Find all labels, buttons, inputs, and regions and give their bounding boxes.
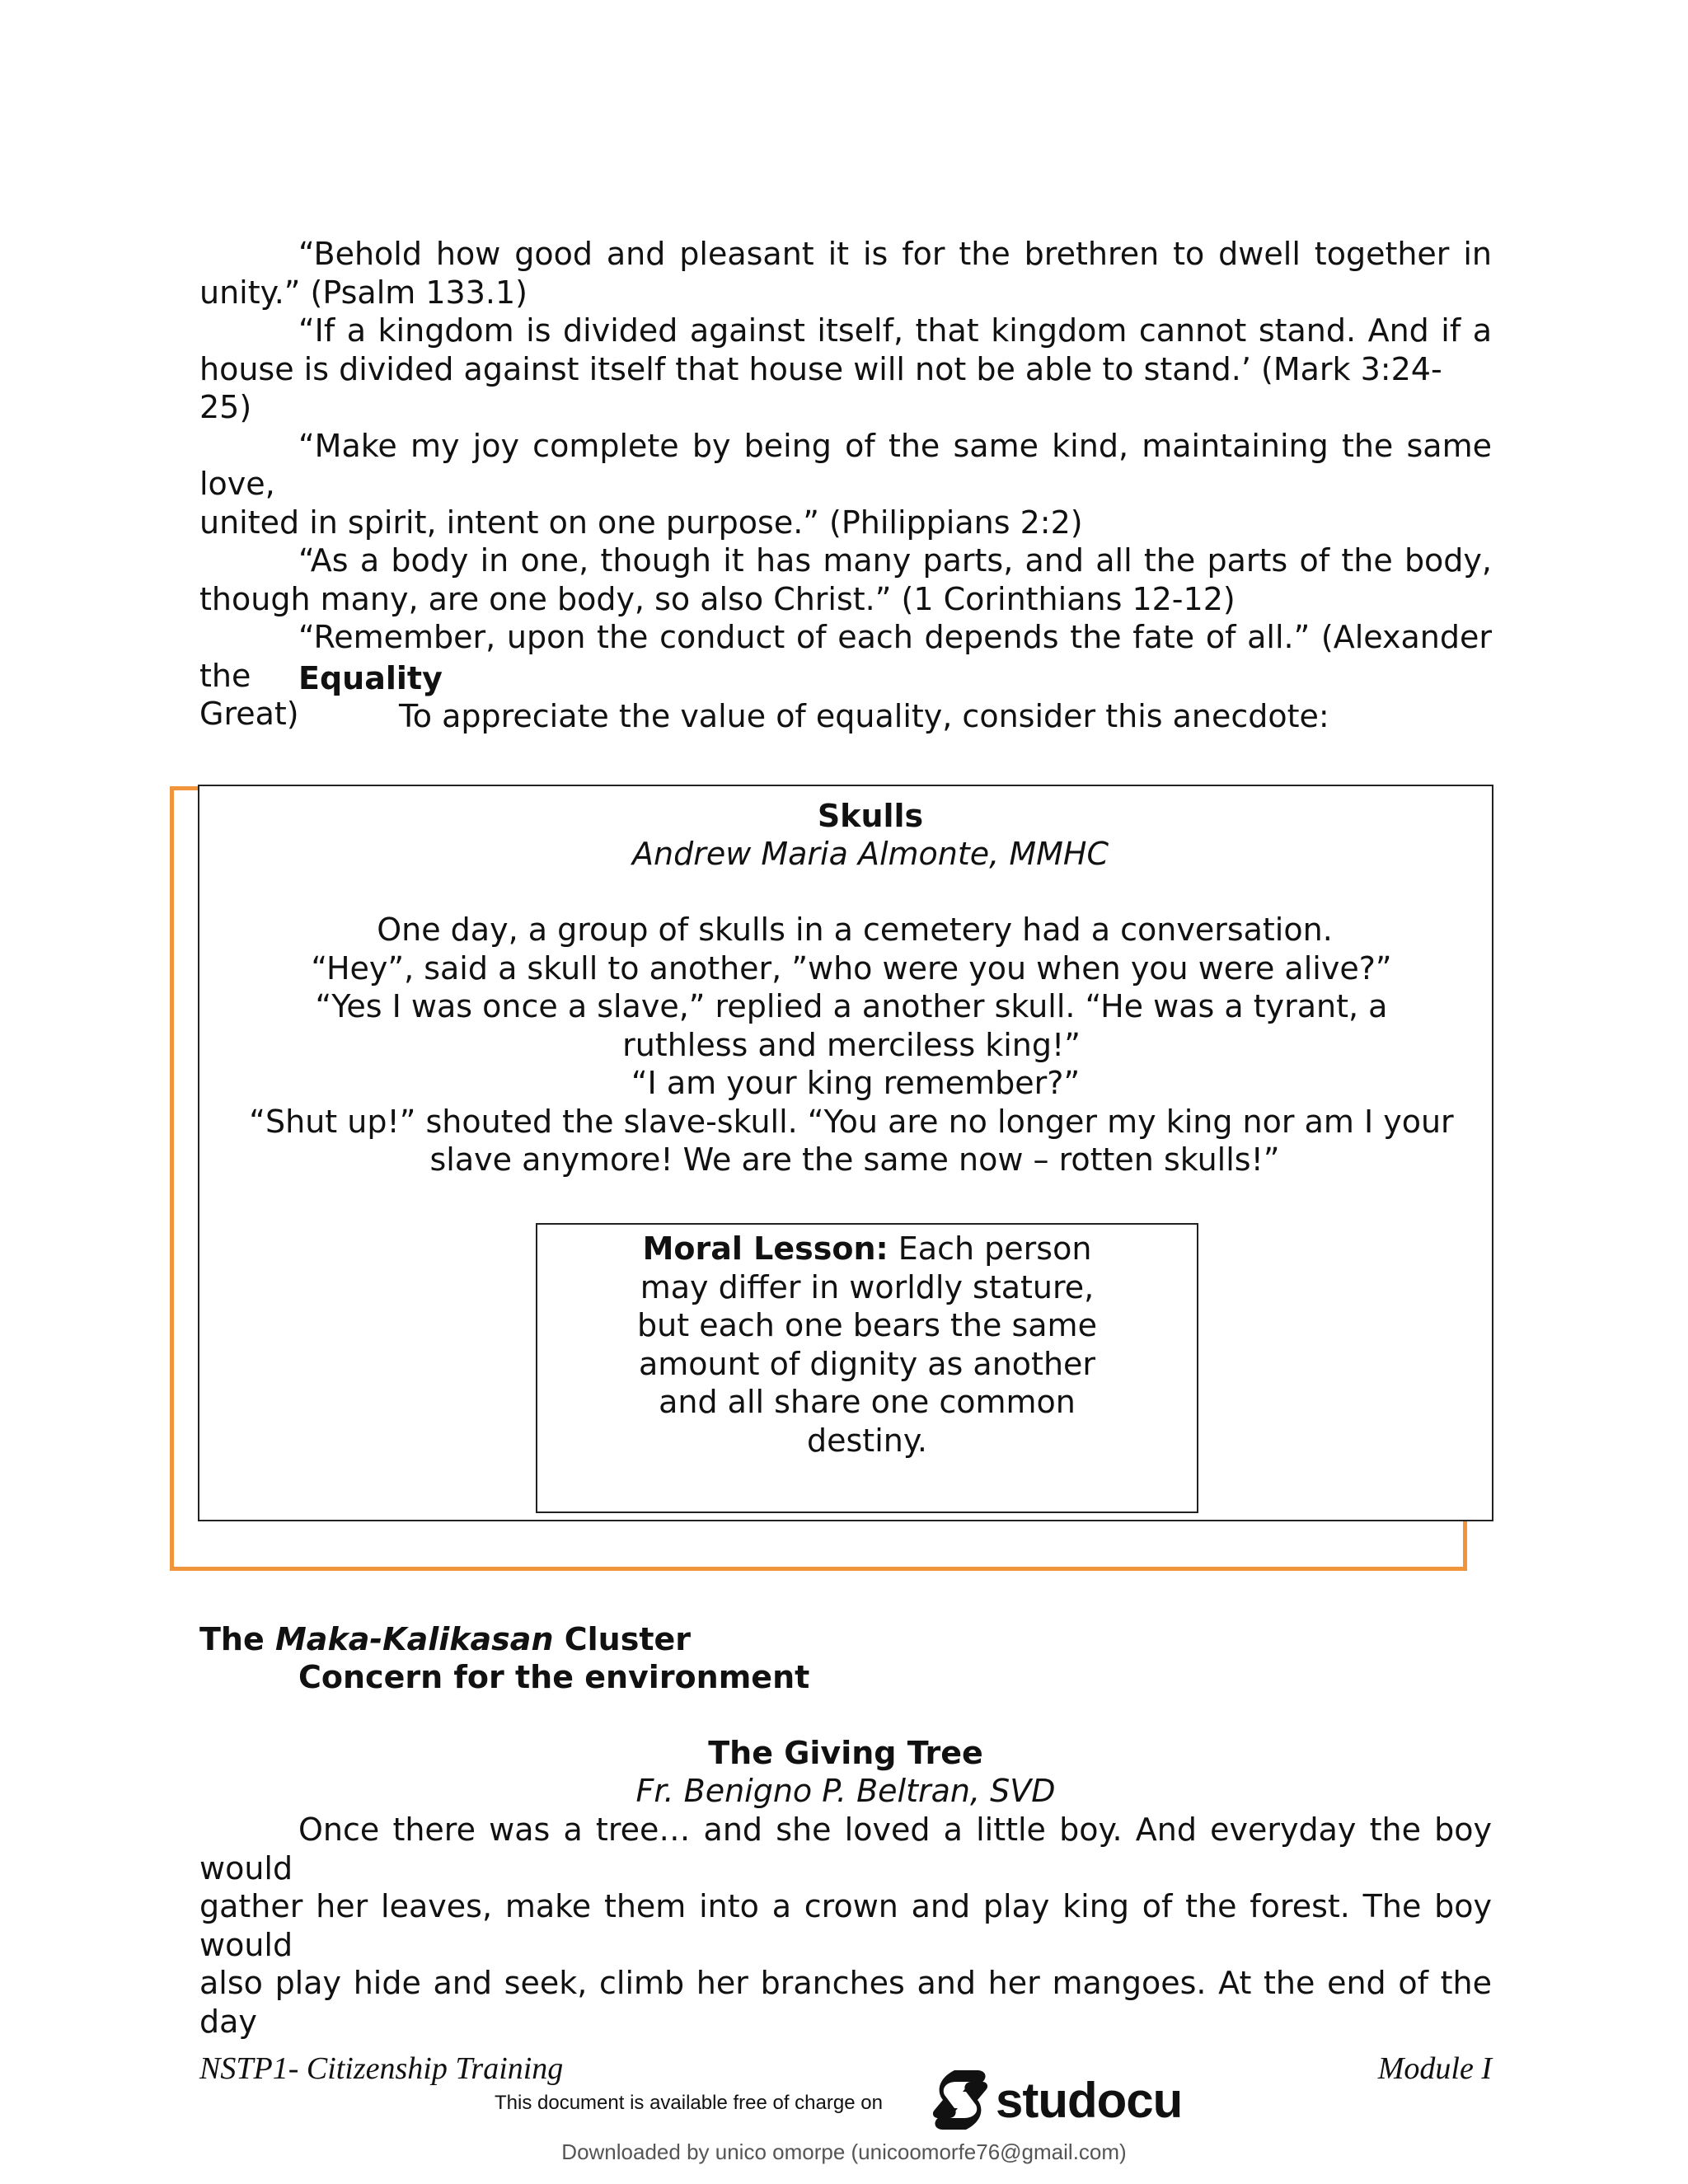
quote-mark-line-2: house is divided against itself that house will not be able to stand.’ (Mark 3:24-25) [199,350,1442,425]
giving-tree-title: The Giving Tree [708,1735,983,1771]
cluster-heading [199,1620,691,1659]
skulls-author: Andrew Maria Almonte, MMHC [632,836,1109,872]
download-note: Downloaded by unico omorpe (unicoomorfe76@gmail.com) [561,2139,1127,2164]
quote-psalm-line-1: “Behold how good and pleasant it is for the brethren to dwell together in [298,236,1492,272]
skulls-anecdote-box [198,785,1493,1521]
moral-line: destiny. [807,1422,927,1459]
quotes-section [199,235,1492,733]
story-line: “I am your king remember?” [631,1065,1081,1101]
giving-tree-author: Fr. Benigno P. Beltran, SVD [635,1773,1056,1809]
quote-corinthians-line-1: “As a body in one, though it has many parts, and all the parts of the body, [298,542,1492,579]
availability-note: This document is available free of charge on [495,2092,883,2114]
moral-line: amount of dignity as another [638,1345,1096,1382]
footer-course: NSTP1- Citizenship Training [199,2051,564,2086]
cluster-heading-suffix: Cluster [553,1621,691,1657]
moral-line: but each one bears the same [637,1307,1097,1343]
story-line: ruthless and merciless king!” [622,1026,1081,1063]
body-line: gather her leaves, make them into a crown and play king of the forest. The boy would [199,1888,1492,1963]
story-line: One day, a group of skulls in a cemetery had a conversation. [377,912,1333,948]
studocu-icon [930,2067,991,2133]
quote-alexander-line-1: “Remember, upon the conduct of each depends the fate of all.” (Alexander the [199,619,1492,694]
story-line: “Yes I was once a slave,” replied a another skull. “He was a tyrant, a [315,988,1388,1024]
studocu-wordmark: studocu [996,2072,1183,2128]
story-line: slave anymore! We are the same now – rotten skulls!” [429,1141,1280,1178]
giving-tree-body [199,1811,1492,2041]
moral-line [537,1230,1197,1268]
cluster-heading-prefix: The [199,1621,275,1657]
quote-philippians-line-2: united in spirit, intent on one purpose.” (Philippians 2:2) [199,504,1083,541]
equality-intro: To appreciate the value of equality, consider this anecdote: [399,698,1329,734]
footer-module: Module I [1377,2051,1492,2086]
quote-philippians-line-1: “Make my joy complete by being of the same kind, maintaining the same love, [199,427,1492,502]
story-line: “Hey”, said a skull to another, ”who were you when you were alive?” [311,949,1392,987]
equality-heading: Equality [298,660,443,696]
moral-line: and all share one common [659,1384,1076,1420]
moral-lesson-box [536,1223,1198,1513]
quote-corinthians-line-2: though many, are one body, so also Christ.” (1 Corinthians 12-12) [199,580,1236,617]
skulls-story [199,911,1495,1179]
moral-label: Moral Lesson: [642,1230,889,1267]
moral-line: may differ in worldly stature, [640,1268,1095,1305]
quote-alexander-line-2: Great) [199,696,299,732]
body-line: Once there was a tree… and she loved a little boy. And everyday the boy would [199,1811,1492,1886]
story-line: “Shut up!” shouted the slave-skull. “You are no longer my king nor am I your [249,1103,1454,1140]
studocu-logo[interactable] [930,2067,1182,2133]
quote-mark-line-1: “If a kingdom is divided against itself, that kingdom cannot stand. And if a [298,312,1492,349]
cluster-subheading: Concern for the environment [298,1659,810,1695]
body-line: also play hide and seek, climb her branches and her mangoes. At the end of the day [199,1965,1492,2040]
moral-first-line: Each person [888,1230,1092,1267]
cluster-heading-italic: Maka-Kalikasan [274,1621,554,1657]
skulls-title: Skulls [817,798,924,834]
quote-psalm-line-2: unity.” (Psalm 133.1) [199,274,528,311]
